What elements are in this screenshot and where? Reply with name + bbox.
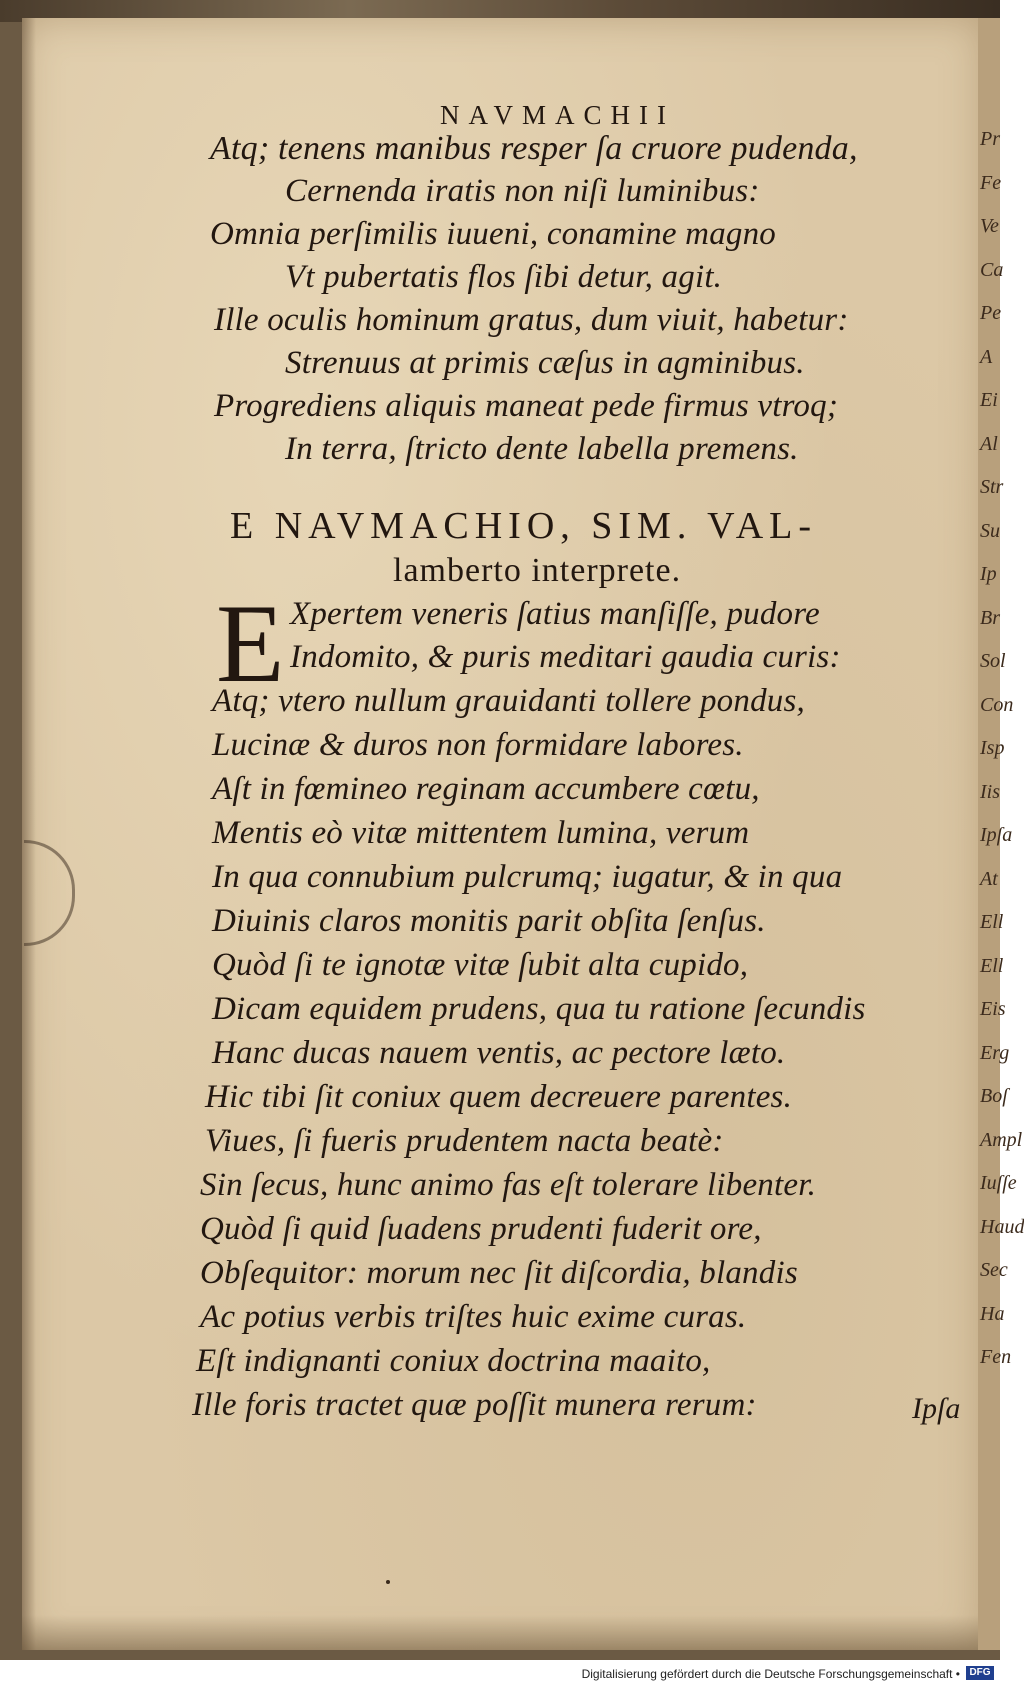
verse-line: Lucinæ & duros non formidare labores. <box>212 727 744 763</box>
adjacent-page-fragment: Ipſa <box>980 824 1013 846</box>
verse-line: Hic tibi ſit coniux quem decreuere parentes. <box>205 1079 793 1115</box>
adjacent-page-fragment: Pr <box>980 128 1000 150</box>
adjacent-page-fragment: Ca <box>980 258 1004 281</box>
drop-cap: E <box>216 582 285 706</box>
ink-speck <box>386 1580 390 1584</box>
verse-line: Atq; vtero nullum grauidanti tollere pondus, <box>212 683 805 719</box>
verse-line: Ille oculis hominum gratus, dum viuit, habetur: <box>214 302 849 338</box>
verse-line: Obſequitor: morum nec ſit diſcordia, blandis <box>200 1255 798 1291</box>
running-head: NAVMACHII <box>440 100 676 130</box>
adjacent-page-fragment: Erg <box>980 1041 1010 1064</box>
adjacent-page-fragment: Br <box>980 606 1000 629</box>
verse-line: Vt pubertatis flos ſibi detur, agit. <box>285 259 723 295</box>
adjacent-page-fragment: Fe <box>980 171 1002 194</box>
adjacent-page-fragment: Al <box>980 432 998 455</box>
dfg-logo: DFG <box>966 1666 994 1680</box>
adjacent-page-fragment: Ve <box>980 215 999 237</box>
footer-bar <box>0 1660 1000 1689</box>
verse-line: Mentis eò vitæ mittentem lumina, verum <box>212 815 750 851</box>
adjacent-page-fragment: Fen <box>980 1346 1012 1368</box>
verse-line: Quòd ſi te ignotæ vitæ ſubit alta cupido, <box>212 947 749 983</box>
adjacent-page-fragment: Sol <box>980 650 1006 672</box>
adjacent-page-fragment: Con <box>980 693 1014 716</box>
verse-line: Quòd ſi quid ſuadens prudenti fuderit ore, <box>200 1211 762 1247</box>
verse-line: Sin ſecus, hunc animo fas eſt tolerare libenter. <box>200 1167 817 1203</box>
verse-line: Indomito, & puris meditari gaudia curis: <box>290 639 841 675</box>
adjacent-page-fragment: Isp <box>980 737 1005 759</box>
adjacent-page-fragment: Iis <box>980 780 1000 803</box>
verse-line: Hanc ducas nauem ventis, ac pectore læto. <box>212 1035 786 1071</box>
adjacent-page-fragment: Ip <box>980 563 997 585</box>
verse-line: Progrediens aliquis maneat pede firmus vtroq; <box>214 388 839 424</box>
adjacent-page-fragment: Ampl <box>980 1128 1023 1151</box>
adjacent-page-fragment: Iuſſe <box>980 1172 1017 1194</box>
adjacent-page-fragment: Su <box>980 519 1000 542</box>
adjacent-page-fragment: A <box>980 345 993 368</box>
verse-line: In terra, ſtricto dente labella premens. <box>285 431 799 467</box>
verse-line: Diuinis claros monitis parit obſita ſenſus. <box>212 903 766 939</box>
adjacent-page-fragment: Haud <box>980 1215 1024 1238</box>
verse-line: Atq; tenens manibus resper ſa cruore pudenda, <box>210 130 858 167</box>
adjacent-page-fragment: At <box>980 867 998 890</box>
section-title: E NAVMACHIO, SIM. VAL- <box>230 505 817 547</box>
section-subtitle: lamberto interprete. <box>393 552 682 589</box>
verse-line: Dicam equidem prudens, qua tu ratione ſecundis <box>212 991 866 1027</box>
adjacent-page-fragment: Ell <box>980 954 1004 977</box>
adjacent-page-fragment: Ell <box>980 911 1004 933</box>
verse-line: Omnia perſimilis iuueni, conamine magno <box>210 216 776 252</box>
adjacent-page-fragment: Sec <box>980 1259 1008 1281</box>
adjacent-page-fragment: Pe <box>980 302 1002 324</box>
adjacent-page-fragment: Boſ <box>980 1085 1008 1107</box>
verse-line: Strenuus at primis cæſus in agminibus. <box>285 345 805 381</box>
digitization-credit: Digitalisierung gefördert durch die Deutsche Forschungsgemeinschaft • <box>581 1667 960 1681</box>
adjacent-page-fragment: Eis <box>980 998 1006 1020</box>
verse-line: Viues, ſi fueris prudentem nacta beatè: <box>205 1123 724 1159</box>
verse-line: Ac potius verbis triſtes huic exime curas. <box>200 1299 747 1335</box>
verse-line: In qua connubium pulcrumq; iugatur, & in qua <box>212 859 843 895</box>
verse-line: Cernenda iratis non niſi luminibus: <box>285 173 760 209</box>
verse-line: Aſt in fœmineo reginam accumbere cœtu, <box>212 771 760 807</box>
adjacent-page-fragment: Str <box>980 476 1004 498</box>
adjacent-page-fragment: Ha <box>980 1302 1005 1325</box>
verse-line: Eſt indignanti coniux doctrina maaito, <box>196 1343 711 1379</box>
verse-line: Xpertem veneris ſatius manſiſſe, pudore <box>290 596 820 632</box>
catchword: Ipſa <box>912 1392 961 1425</box>
adjacent-page-fragment: Ei <box>980 389 998 411</box>
verse-line: Ille foris tractet quæ poſſit munera rerum: <box>192 1387 757 1423</box>
